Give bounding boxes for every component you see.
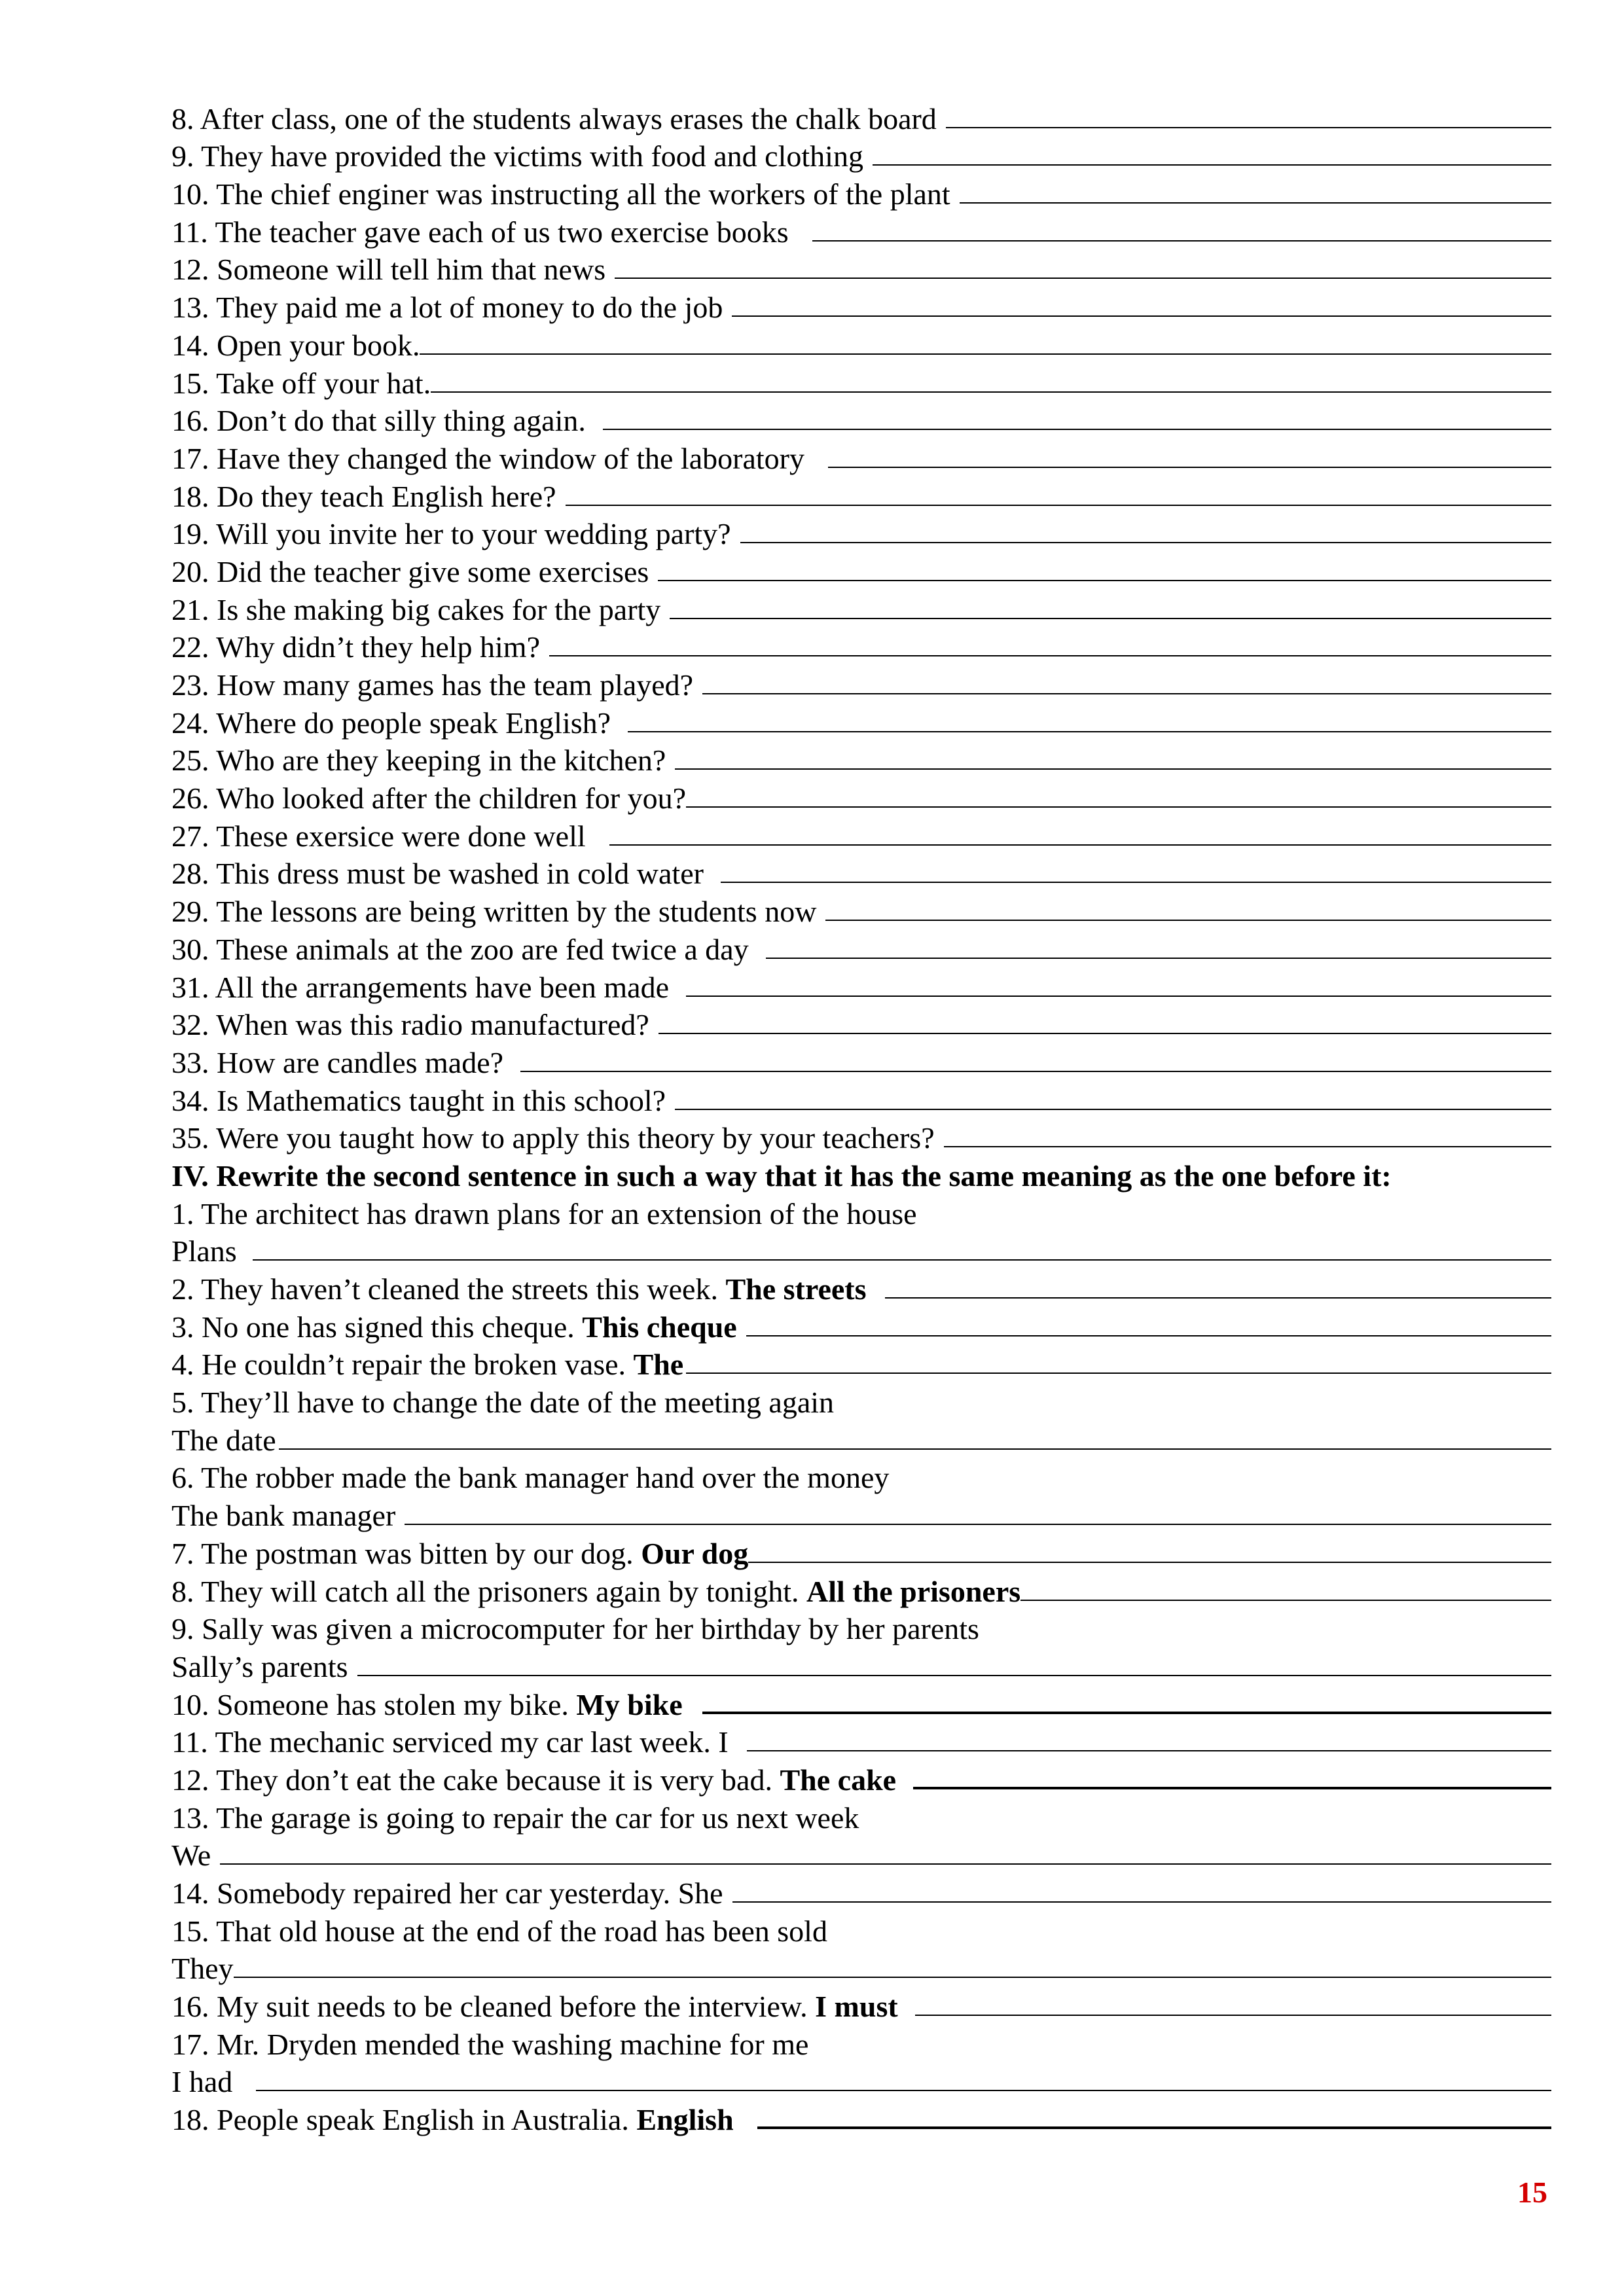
question-text: 24. Where do people speak English?: [171, 706, 611, 740]
list-item: [171, 891, 1551, 929]
list-item: [171, 1458, 1551, 1496]
list-item: [171, 325, 1551, 363]
answer-line[interactable]: [628, 731, 1551, 732]
answer-line[interactable]: [658, 580, 1551, 581]
answer-line[interactable]: [732, 315, 1551, 317]
list-item: [171, 211, 1551, 249]
question-text: 1. The architect has drawn plans for an extension of the house: [171, 1196, 917, 1230]
list-item: [171, 136, 1551, 174]
answer-start: The: [633, 1348, 684, 1382]
worksheet-page: [171, 98, 1551, 2137]
list-item: [171, 702, 1551, 740]
answer-start: English: [636, 2103, 734, 2137]
question-text: 13. They paid me a lot of money to do the job: [171, 291, 723, 325]
answer-start: All the prisoners: [806, 1574, 1021, 1608]
list-item: [171, 1382, 1551, 1420]
question-text: 8. They will catch all the prisoners again by tonight.: [171, 1574, 799, 1608]
list-item: [171, 551, 1551, 589]
answer-start: This cheque: [582, 1310, 737, 1344]
answer-line[interactable]: [828, 467, 1551, 468]
answer-line[interactable]: [520, 1071, 1551, 1072]
answer-line[interactable]: [702, 693, 1551, 694]
list-item: [171, 1910, 1551, 1948]
answer-line[interactable]: [885, 1297, 1551, 1299]
answer-start: Sally’s parents: [171, 1649, 348, 1683]
list-item: [171, 173, 1551, 211]
answer-line[interactable]: [603, 429, 1551, 430]
answer-line[interactable]: [256, 2090, 1551, 2091]
question-text: 5. They’ll have to change the date of the meeting again: [171, 1386, 835, 1420]
list-item: [171, 1722, 1551, 1760]
answer-start: The streets: [725, 1272, 867, 1306]
answer-start: I had: [171, 2065, 233, 2099]
answer-line[interactable]: [357, 1675, 1551, 1676]
question-text: 25. Who are they keeping in the kitchen?: [171, 744, 666, 778]
answer-line[interactable]: [740, 542, 1551, 543]
answer-line[interactable]: [279, 1448, 1551, 1450]
answer-start: The cake: [780, 1763, 897, 1797]
answer-line[interactable]: [748, 1562, 1551, 1563]
list-item: [171, 1533, 1551, 1571]
answer-line[interactable]: [873, 164, 1551, 166]
answer-start: I must: [815, 1990, 898, 2024]
answer-line[interactable]: [405, 1524, 1551, 1525]
list-item: [171, 1118, 1551, 1156]
answer-line[interactable]: [220, 1863, 1551, 1865]
question-text: 4. He couldn’t repair the broken vase.: [171, 1348, 626, 1382]
question-text: 20. Did the teacher give some exercises: [171, 554, 649, 588]
answer-line[interactable]: [946, 127, 1551, 128]
list-item: [171, 2024, 1551, 2062]
list-item: [171, 740, 1551, 778]
question-text: 16. Don’t do that silly thing again.: [171, 404, 586, 438]
question-text: 13. The garage is going to repair the car for us next week: [171, 1801, 859, 1835]
question-text: 15. That old house at the end of the road has been sold: [171, 1914, 827, 1948]
question-text: 35. Were you taught how to apply this theory by your teachers?: [171, 1121, 935, 1155]
question-text: 26. Who looked after the children for you?: [171, 781, 686, 816]
question-text: 19. Will you invite her to your wedding party?: [171, 517, 731, 551]
section-heading: IV. Rewrite the second sentence in such a way that it has the same meaning as the one before it:: [171, 1158, 1392, 1193]
question-text: 11. The teacher gave each of us two exercise books: [171, 215, 789, 249]
question-text: 10. The chief enginer was instructing all the workers of the plant: [171, 177, 950, 211]
list-item: [171, 438, 1551, 476]
list-item: [171, 589, 1551, 627]
question-text: 9. Sally was given a microcomputer for her birthday by her parents: [171, 1612, 979, 1646]
list-item: [171, 2099, 1551, 2137]
list-item: [171, 1609, 1551, 1647]
answer-start: Plans: [171, 1234, 237, 1268]
list-item: [171, 98, 1551, 136]
question-text: 17. Have they changed the window of the laboratory: [171, 441, 804, 475]
question-text: 14. Open your book.: [171, 328, 420, 362]
question-text: 29. The lessons are being written by the students now: [171, 895, 817, 929]
answer-line[interactable]: [747, 1750, 1551, 1751]
page-number: 15: [1517, 2176, 1547, 2209]
list-item: [171, 249, 1551, 287]
question-text: 2. They haven’t cleaned the streets this week.: [171, 1272, 718, 1306]
answer-row: [171, 1646, 1551, 1684]
answer-line[interactable]: [686, 996, 1551, 997]
answer-start: Our dog: [641, 1536, 749, 1570]
question-text: 12. They don’t eat the cake because it is very bad.: [171, 1763, 772, 1797]
question-text: 33. How are candles made?: [171, 1045, 504, 1079]
answer-line[interactable]: [732, 1901, 1551, 1903]
answer-line[interactable]: [686, 806, 1551, 808]
answer-line[interactable]: [420, 353, 1551, 355]
answer-start: We: [171, 1839, 211, 1873]
list-item: [171, 1344, 1551, 1382]
list-item: [171, 287, 1551, 325]
answer-row: [171, 2062, 1551, 2100]
list-item: [171, 853, 1551, 891]
list-item: [171, 476, 1551, 514]
answer-line[interactable]: [766, 958, 1551, 959]
answer-line[interactable]: [566, 505, 1551, 506]
question-text: 22. Why didn’t they help him?: [171, 630, 541, 664]
answer-line[interactable]: [549, 655, 1551, 656]
answer-line[interactable]: [746, 1335, 1551, 1336]
list-item: [171, 1042, 1551, 1080]
answer-line[interactable]: [1020, 1600, 1551, 1601]
answer-line[interactable]: [913, 1787, 1551, 1789]
answer-line[interactable]: [615, 278, 1551, 279]
answer-line[interactable]: [675, 1109, 1551, 1110]
answer-row: [171, 1835, 1551, 1873]
question-text: 3. No one has signed this cheque.: [171, 1310, 575, 1344]
answer-line[interactable]: [721, 882, 1551, 883]
question-text: 18. Do they teach English here?: [171, 479, 556, 513]
list-item: [171, 1193, 1551, 1231]
answer-row: [171, 1420, 1551, 1458]
list-item: [171, 1873, 1551, 1910]
list-item: [171, 967, 1551, 1005]
question-text: 9. They have provided the victims with food and clothing: [171, 139, 863, 173]
answer-line[interactable]: [686, 1372, 1551, 1374]
list-item: [171, 1080, 1551, 1118]
question-text: 21. Is she making big cakes for the party: [171, 592, 661, 626]
list-item: [171, 664, 1551, 702]
answer-row: [171, 1495, 1551, 1533]
answer-row: [171, 1231, 1551, 1269]
answer-line[interactable]: [944, 1146, 1551, 1147]
question-text: 23. How many games has the team played?: [171, 668, 694, 702]
answer-start: The bank manager: [171, 1499, 396, 1533]
list-item: [171, 1684, 1551, 1722]
question-text: 12. Someone will tell him that news: [171, 253, 606, 287]
question-text: 14. Somebody repaired her car yesterday. She: [171, 1876, 723, 1910]
answer-start: The date: [171, 1423, 276, 1457]
question-text: 18. People speak English in Australia.: [171, 2103, 629, 2137]
answer-line[interactable]: [670, 618, 1551, 619]
question-text: 27. These exersice were done well: [171, 819, 586, 853]
answer-line[interactable]: [960, 202, 1551, 204]
answer-line[interactable]: [915, 2015, 1551, 2016]
question-text: 11. The mechanic serviced my car last week. I: [171, 1725, 729, 1759]
answer-line[interactable]: [609, 844, 1551, 846]
answer-line[interactable]: [702, 1712, 1551, 1714]
answer-line[interactable]: [757, 2126, 1551, 2129]
question-text: 30. These animals at the zoo are fed twice a day: [171, 932, 749, 966]
question-text: 8. After class, one of the students always erases the chalk board: [171, 101, 937, 135]
question-text: 32. When was this radio manufactured?: [171, 1008, 649, 1042]
list-item: [171, 1306, 1551, 1344]
answer-start: My bike: [576, 1687, 683, 1721]
list-item: [171, 816, 1551, 853]
answer-line[interactable]: [253, 1259, 1551, 1261]
answer-line[interactable]: [812, 240, 1551, 242]
question-text: 15. Take off your hat.: [171, 366, 431, 400]
list-item: [171, 1797, 1551, 1835]
answer-line[interactable]: [234, 1977, 1551, 1978]
list-item: [171, 627, 1551, 665]
answer-row: [171, 1948, 1551, 1986]
list-item: [171, 401, 1551, 439]
list-item: [171, 1005, 1551, 1043]
question-text: 31. All the arrangements have been made: [171, 970, 669, 1004]
list-item: [171, 1759, 1551, 1797]
question-text: 10. Someone has stolen my bike.: [171, 1687, 569, 1721]
answer-line[interactable]: [675, 768, 1551, 770]
question-text: 17. Mr. Dryden mended the washing machine for me: [171, 2027, 809, 2061]
answer-line[interactable]: [825, 920, 1551, 921]
question-text: 6. The robber made the bank manager hand over the money: [171, 1461, 890, 1495]
question-text: 28. This dress must be washed in cold water: [171, 857, 704, 891]
list-item: [171, 929, 1551, 967]
answer-start: They: [171, 1952, 234, 1986]
list-item: [171, 514, 1551, 552]
list-item: [171, 363, 1551, 401]
answer-line[interactable]: [431, 391, 1551, 393]
question-text: 34. Is Mathematics taught in this school?: [171, 1083, 666, 1117]
list-item: [171, 1571, 1551, 1609]
answer-line[interactable]: [659, 1033, 1551, 1034]
list-item: [171, 1268, 1551, 1306]
list-item: [171, 778, 1551, 816]
question-text: 16. My suit needs to be cleaned before the interview.: [171, 1990, 808, 2024]
question-text: 7. The postman was bitten by our dog.: [171, 1536, 634, 1570]
list-item: [171, 1986, 1551, 2024]
